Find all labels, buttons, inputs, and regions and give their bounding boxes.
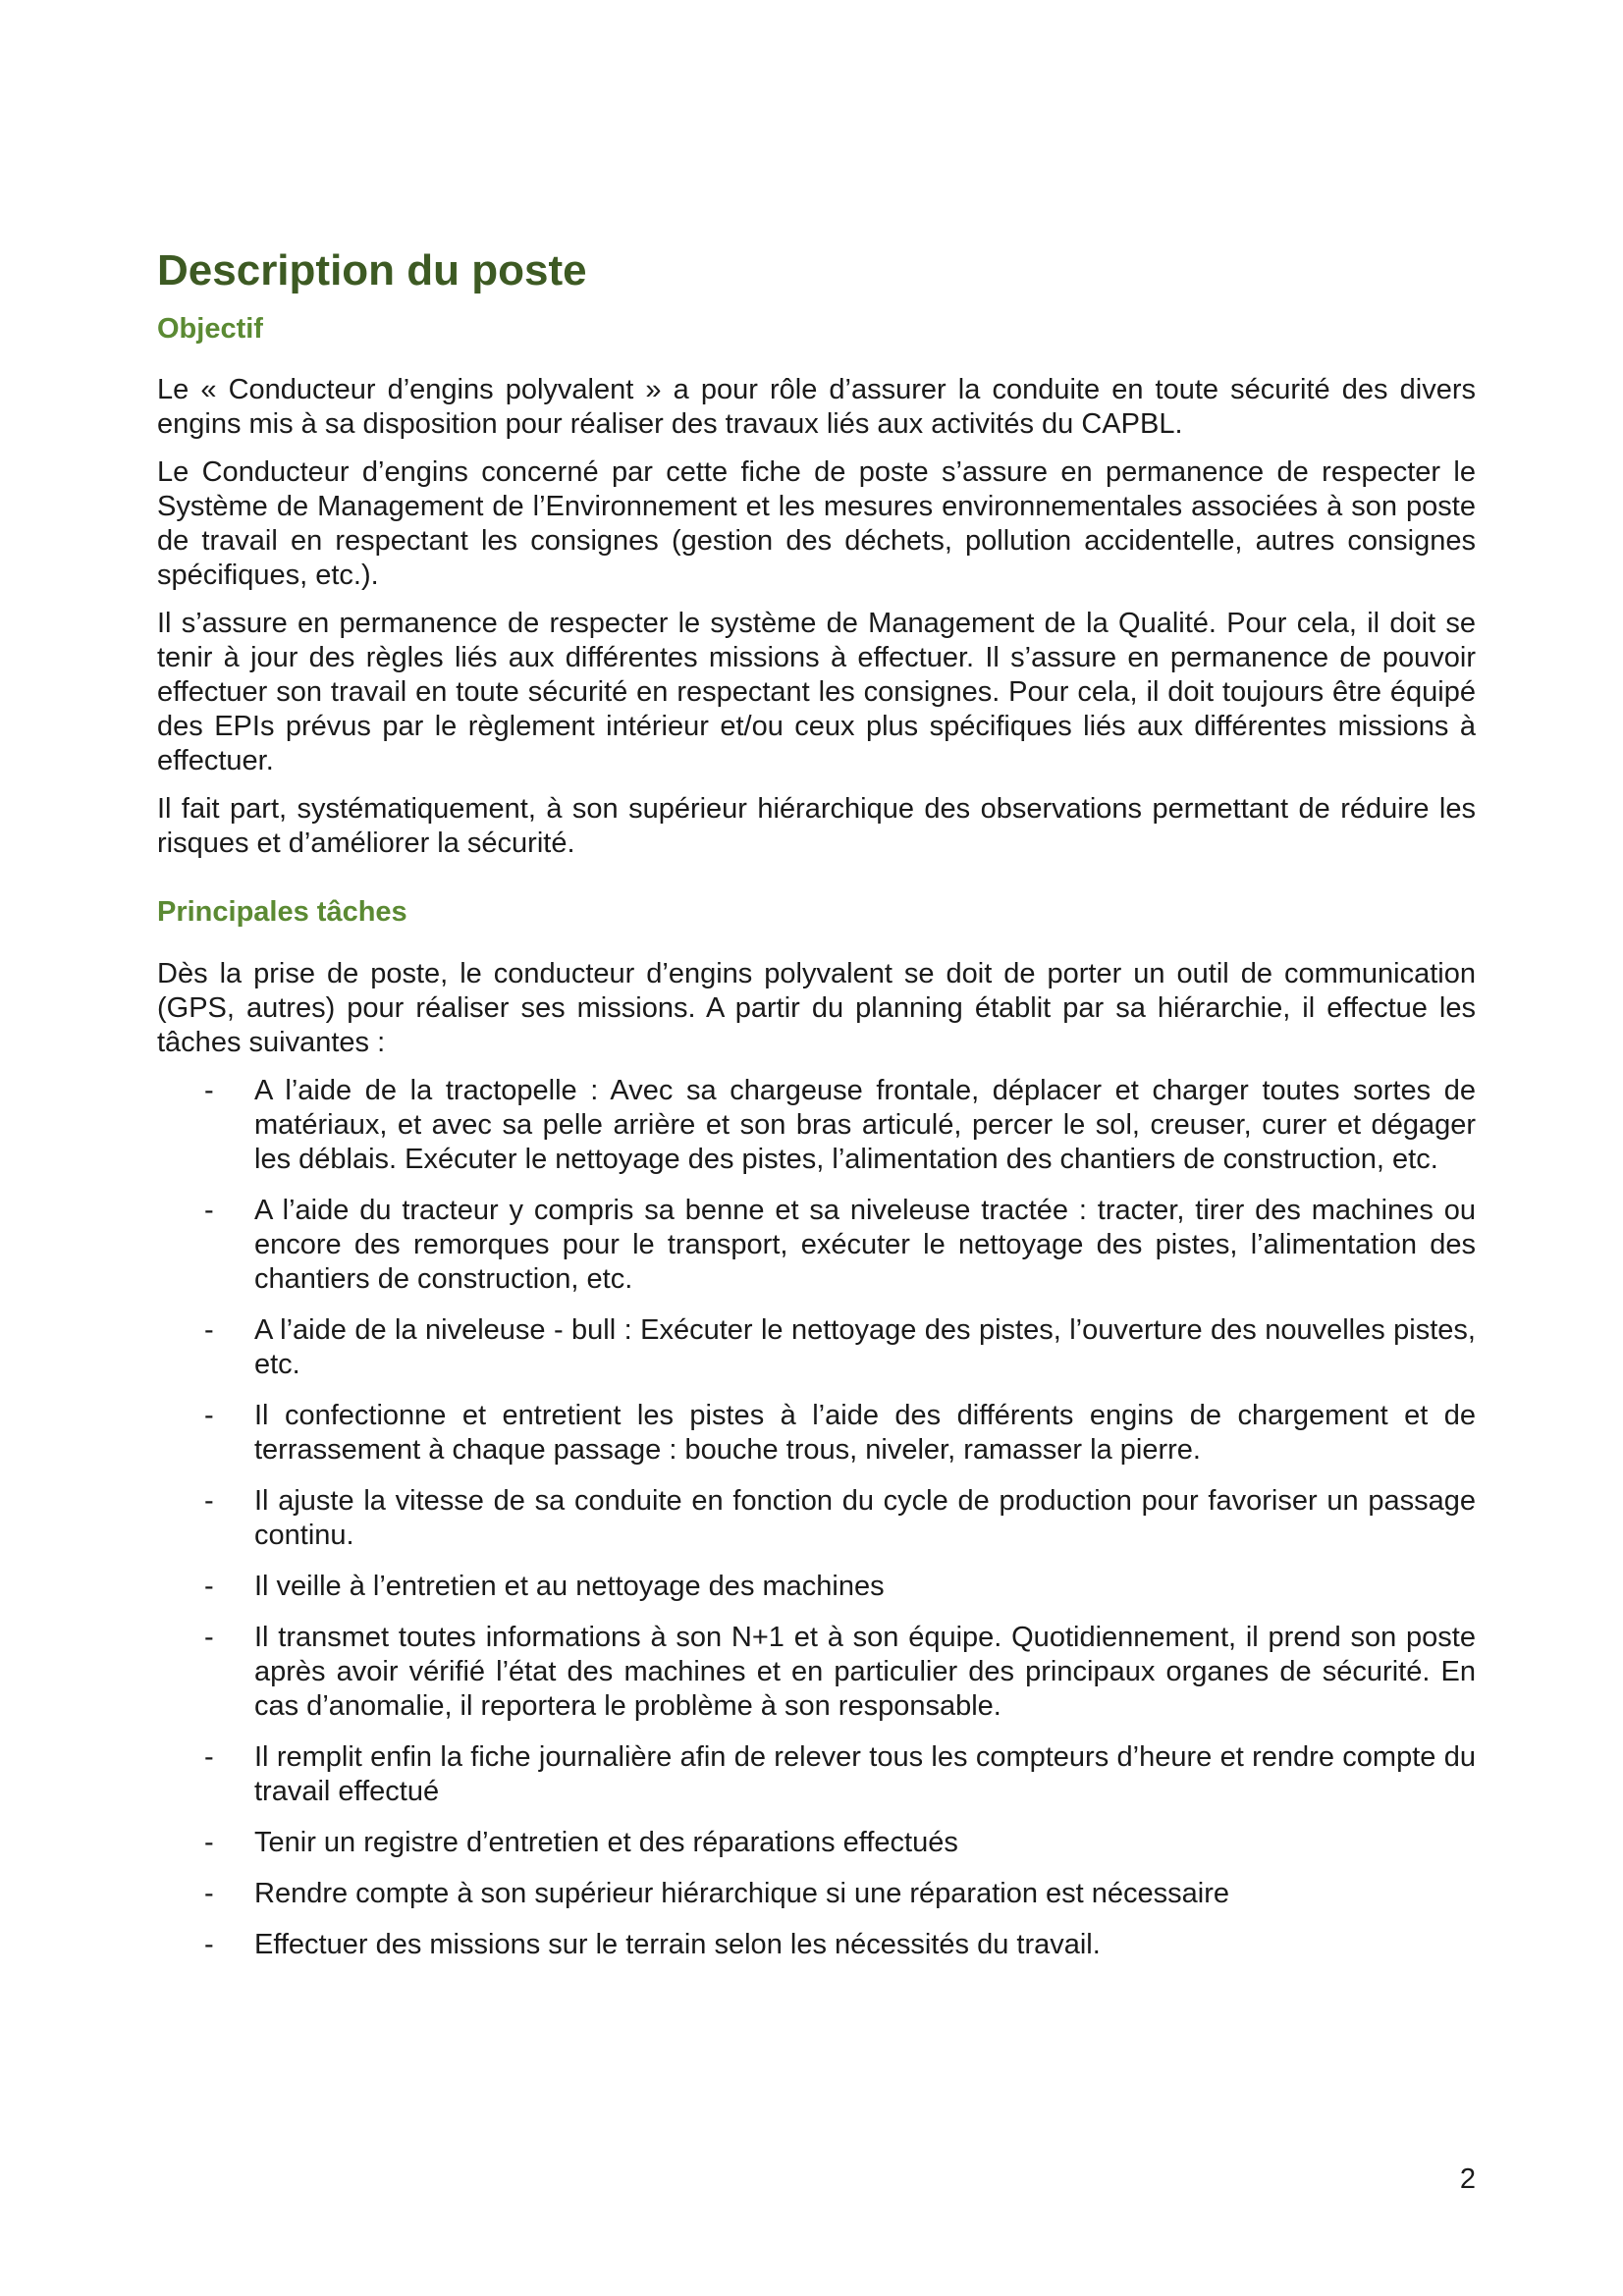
list-item xyxy=(157,1194,1476,1297)
page-title: Description du poste xyxy=(157,246,587,294)
paragraph: Le « Conducteur d’engins polyvalent » a pour rôle d’assurer la conduite en toute sécurité des divers engins mis à sa disposition pour réaliser des travaux liés aux activités du CAPBL. xyxy=(157,374,1476,441)
list-item-text: Tenir un registre d’entretien et des réparations effectués xyxy=(254,1827,958,1859)
list-item-text: Il veille à l’entretien et au nettoyage des machines xyxy=(254,1571,885,1603)
list-item xyxy=(157,1740,1476,1809)
bullet-dash: - xyxy=(204,1878,214,1910)
list-item xyxy=(157,1399,1476,1468)
list-item xyxy=(157,1074,1476,1177)
page-number: 2 xyxy=(1459,2163,1476,2195)
list-item xyxy=(157,1313,1476,1382)
list-item xyxy=(157,1570,1476,1604)
tasks-intro: Dès la prise de poste, le conducteur d’engins polyvalent se doit de porter un outil de communication (GPS, autres) pour réaliser ses missions. A partir du planning établit par sa hiérarchie, il effectue les tâches suivantes : xyxy=(157,958,1476,1059)
list-item-text: Rendre compte à son supérieur hiérarchique si une réparation est nécessaire xyxy=(254,1878,1230,1910)
list-item xyxy=(157,1928,1476,1962)
list-item xyxy=(157,1826,1476,1860)
section-heading-taches: Principales tâches xyxy=(157,896,407,929)
paragraph: Il s’assure en permanence de respecter le système de Management de la Qualité. Pour cela, il doit se tenir à jour des règles liés aux différentes missions à effectuer. Il s’assure en permanence de pouvoir effectuer son travail en toute sécurité en respectant les consignes. Pour cela, il doit toujours être équipé des EPIs prévus par le règlement intérieur et/ou ceux plus spécifiques liés aux différentes missions à effectuer. xyxy=(157,608,1476,777)
paragraph: Il fait part, systématiquement, à son supérieur hiérarchique des observations permettant de réduire les risques et d’améliorer la sécurité. xyxy=(157,793,1476,860)
list-item xyxy=(157,1484,1476,1553)
list-item-text: Effectuer des missions sur le terrain selon les nécessités du travail. xyxy=(254,1929,1101,1961)
list-item-text: Il ajuste la vitesse de sa conduite en fonction du cycle de production pour favoriser un passage continu. xyxy=(254,1485,1476,1552)
bullet-dash: - xyxy=(204,1485,214,1518)
list-item-text: A l’aide du tracteur y compris sa benne et sa niveleuse tractée : tracter, tirer des machines ou encore des remorques pour le transport, exécuter le nettoyage des pistes, l’alimentation des chantiers de construction, etc. xyxy=(254,1195,1476,1296)
list-item-text: Il confectionne et entretient les pistes à l’aide des différents engins de chargement et de terrassement à chaque passage : bouche trous, niveler, ramasser la pierre. xyxy=(254,1400,1476,1467)
bullet-dash: - xyxy=(204,1314,214,1347)
list-item-text: A l’aide de la niveleuse - bull : Exécuter le nettoyage des pistes, l’ouverture des nouvelles pistes, etc. xyxy=(254,1314,1476,1381)
bullet-dash: - xyxy=(204,1075,214,1107)
list-item xyxy=(157,1621,1476,1724)
section-heading-objectif: Objectif xyxy=(157,312,263,345)
bullet-dash: - xyxy=(204,1929,214,1961)
bullet-dash: - xyxy=(204,1400,214,1432)
list-item-text: Il remplit enfin la fiche journalière afin de relever tous les compteurs d’heure et rendre compte du travail effectué xyxy=(254,1741,1476,1808)
bullet-dash: - xyxy=(204,1741,214,1774)
task-list xyxy=(157,1074,1476,1962)
list-item xyxy=(157,1877,1476,1911)
list-item-text: A l’aide de la tractopelle : Avec sa chargeuse frontale, déplacer et charger toutes sortes de matériaux, et avec sa pelle arrière et son bras articulé, percer le sol, creuser, curer et dégager les déblais. Exécuter le nettoyage des pistes, l’alimentation des chantiers de construction, etc. xyxy=(254,1075,1476,1176)
bullet-dash: - xyxy=(204,1827,214,1859)
bullet-dash: - xyxy=(204,1622,214,1654)
paragraph: Le Conducteur d’engins concerné par cette fiche de poste s’assure en permanence de respecter le Système de Management de l’Environnement et les mesures environnementales associées à son poste de travail en respectant les consignes (gestion des déchets, pollution accidentelle, autres consignes spécifiques, etc.). xyxy=(157,456,1476,592)
section-spacer xyxy=(157,875,1476,894)
document-page xyxy=(157,245,1476,1979)
list-item-text: Il transmet toutes informations à son N+1 et à son équipe. Quotidiennement, il prend son poste après avoir vérifié l’état des machines et en particulier des principaux organes de sécurité. En cas d’anomalie, il reportera le problème à son responsable. xyxy=(254,1622,1476,1723)
bullet-dash: - xyxy=(204,1571,214,1603)
bullet-dash: - xyxy=(204,1195,214,1227)
